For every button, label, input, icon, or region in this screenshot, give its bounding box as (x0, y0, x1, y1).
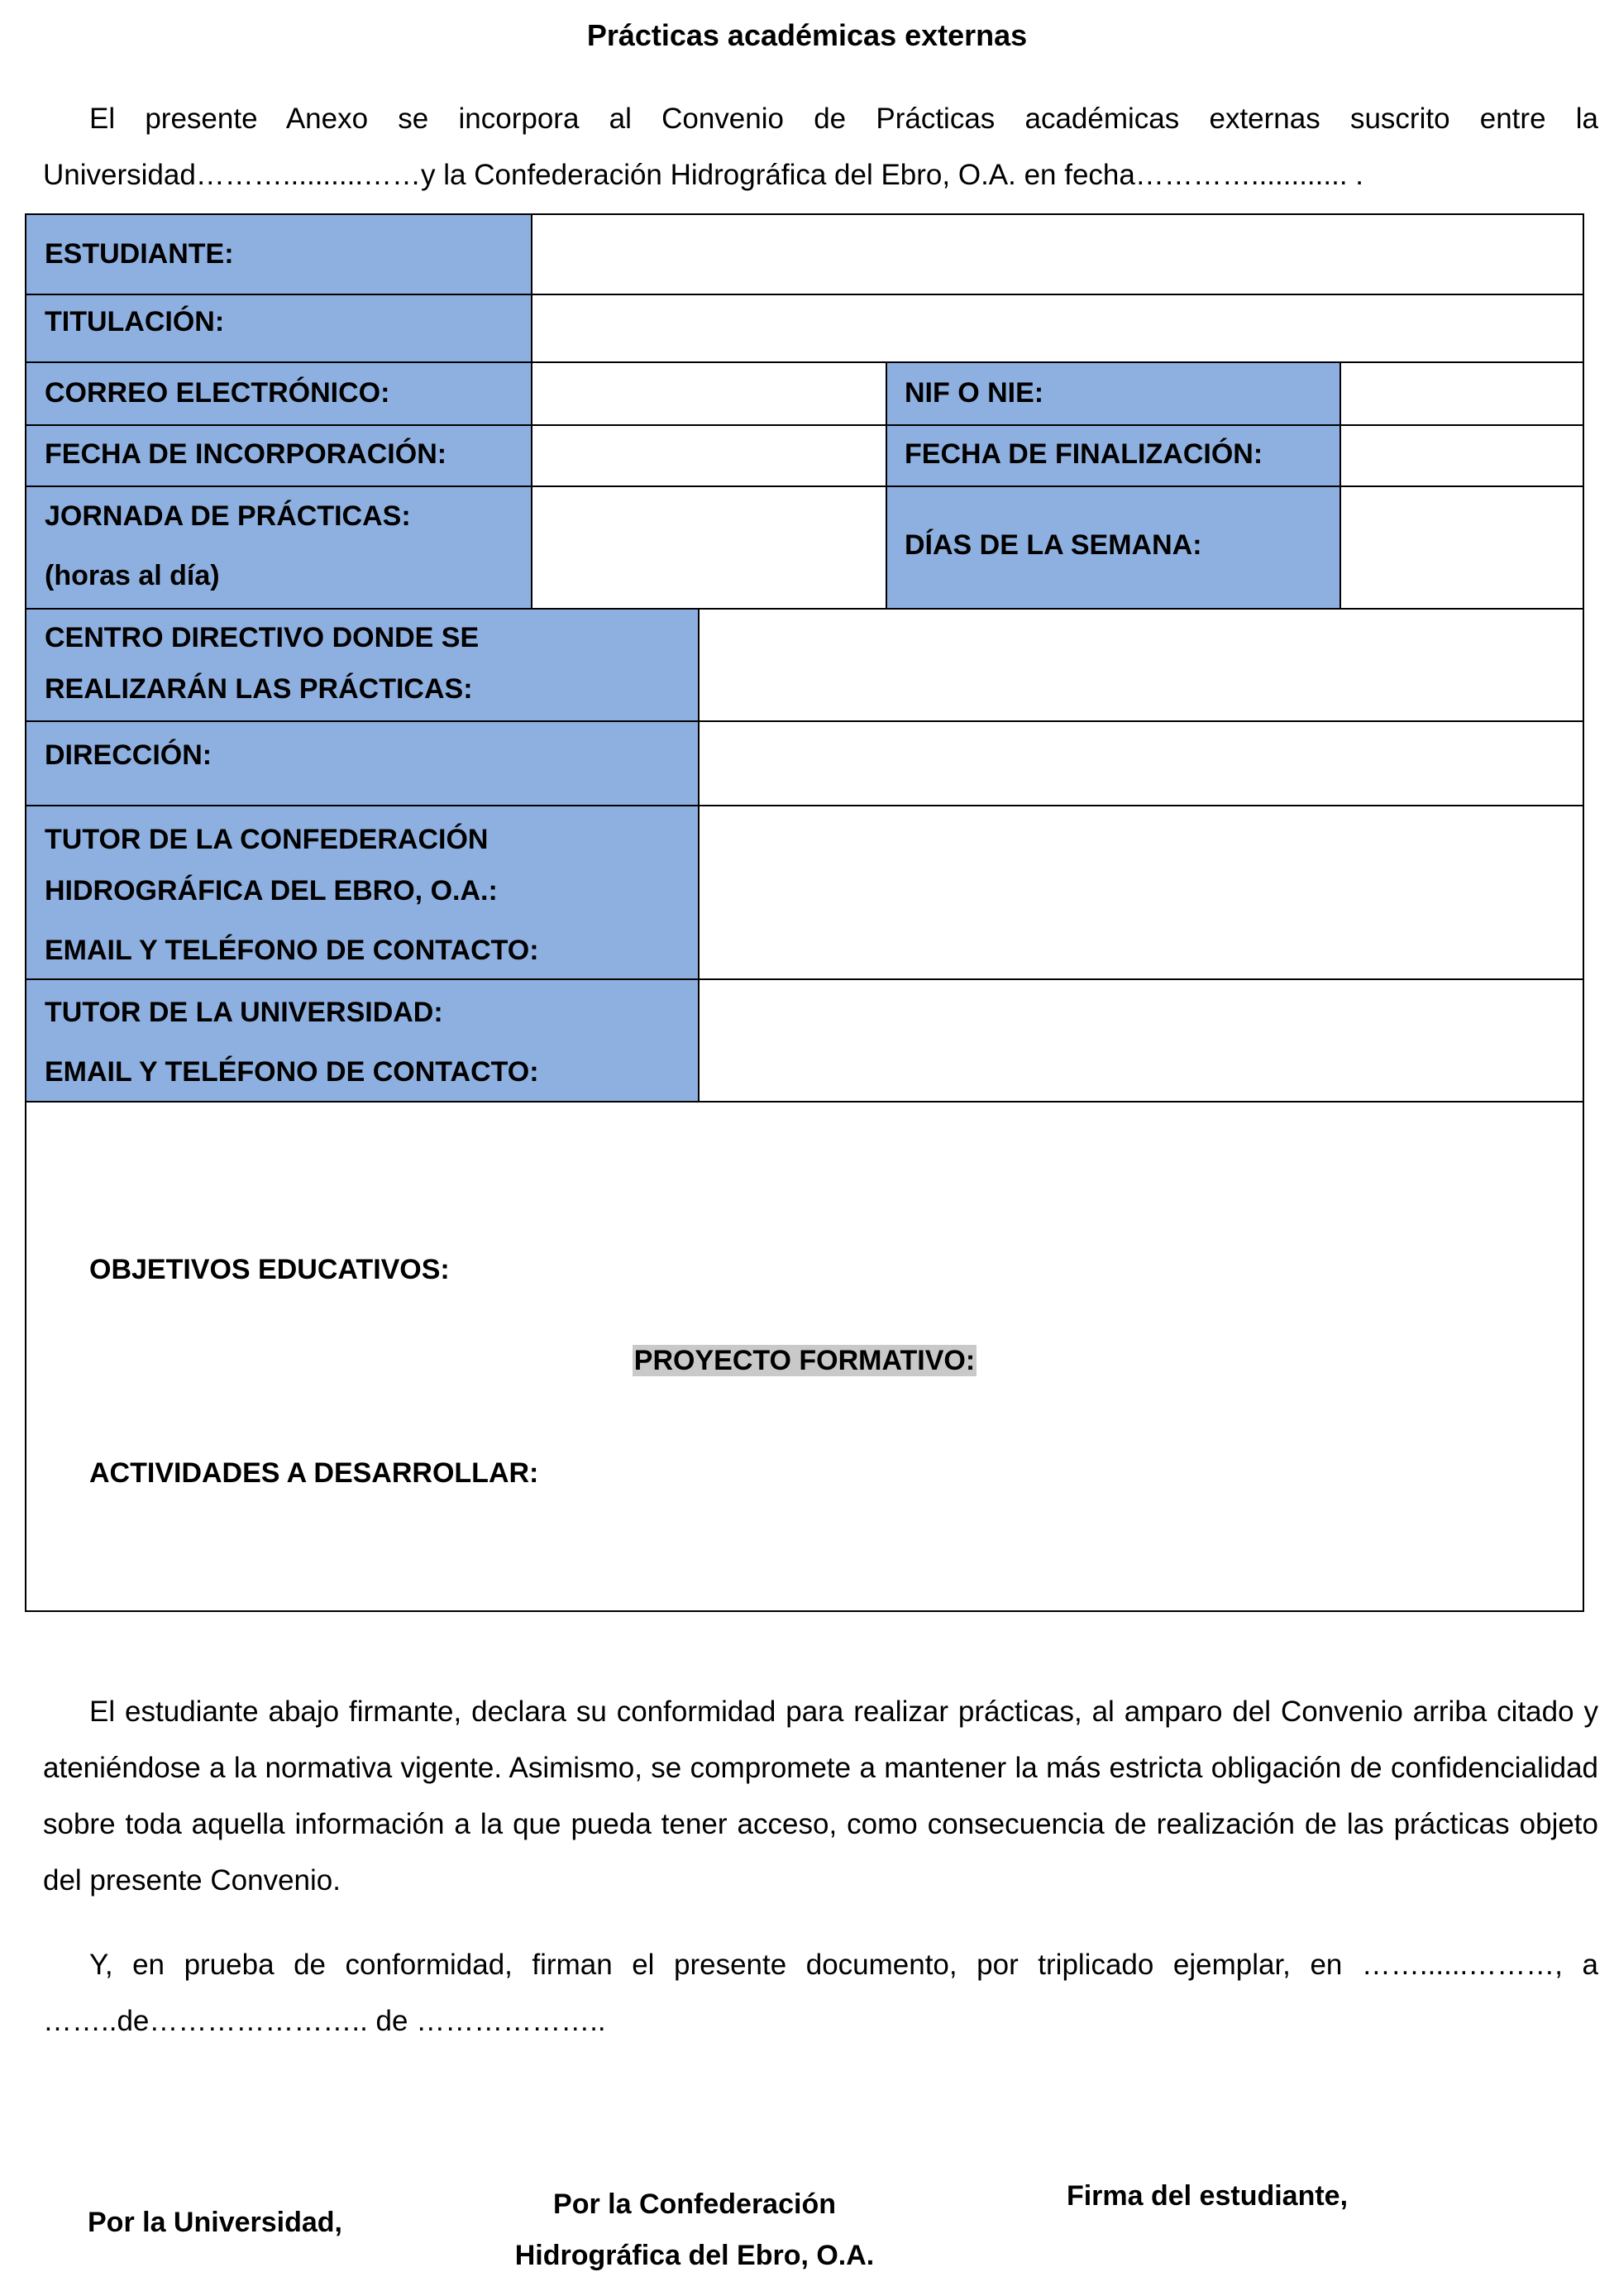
field-tutor-universidad[interactable] (700, 979, 1583, 1102)
label-estudiante: ESTUDIANTE: (26, 215, 531, 294)
col-divider (1339, 362, 1341, 609)
field-fecha-finalizacion[interactable] (1341, 425, 1583, 486)
row-divider (26, 294, 1583, 295)
label-jornada: JORNADA DE PRÁCTICAS: (horas al día) (26, 486, 531, 609)
row-divider (26, 1101, 1583, 1103)
label-tutor-universidad: TUTOR DE LA UNIVERSIDAD: EMAIL Y TELÉFONO DE CONTACTO: (26, 979, 698, 1102)
proof-paragraph (43, 1937, 1598, 2050)
field-tutor-confederacion[interactable] (700, 806, 1583, 979)
row-divider (26, 608, 1583, 610)
signature-confederacion: Por la Confederación Hidrográfica del Ebro, O.A. (514, 2188, 875, 2271)
label-fecha-finalizacion: FECHA DE FINALIZACIÓN: (886, 425, 1339, 486)
field-jornada[interactable] (532, 486, 886, 609)
proyecto-formativo-heading: PROYECTO FORMATIVO: (633, 1345, 976, 1376)
field-estudiante[interactable] (532, 215, 1583, 294)
row-divider (26, 361, 1583, 363)
label-direccion: DIRECCIÓN: (26, 721, 698, 806)
col-divider (698, 609, 700, 1102)
student-form-table (25, 213, 1584, 1612)
field-dias[interactable] (1341, 486, 1583, 609)
field-titulacion[interactable] (532, 294, 1583, 362)
intro-paragraph (43, 91, 1598, 203)
label-jornada-note: (horas al día) (45, 560, 220, 591)
field-correo[interactable] (532, 362, 886, 425)
label-titulacion: TITULACIÓN: (26, 294, 531, 362)
row-divider (26, 720, 1583, 722)
col-divider (886, 362, 887, 609)
declaration-paragraph (43, 1684, 1598, 1909)
proof-text: Y, en prueba de conformidad, firman el presente documento, por triplicado ejemplar, en ……......………, a ……..de………………….. de ……………….. (43, 1949, 1598, 2037)
label-centro-directivo: CENTRO DIRECTIVO DONDE SE REALIZARÁN LAS PRÁCTICAS: (26, 609, 698, 721)
declaration-text: El estudiante abajo firmante, declara su conformidad para realizar prácticas, al amparo del Convenio arriba citado y ateniéndose a la normativa vigente. Asimismo, se compromete a mantener la más estricta obligación de confidencialidad sobre toda aquella información a la que pueda tener acceso, como consecuencia de realización de las prácticas objeto del presente Convenio. (43, 1696, 1598, 1897)
label-fecha-incorporacion: FECHA DE INCORPORACIÓN: (26, 425, 531, 486)
field-direccion[interactable] (700, 721, 1583, 806)
actividades-label: ACTIVIDADES A DESARROLLAR: (89, 1457, 539, 1489)
row-divider (26, 424, 1583, 426)
signature-universidad: Por la Universidad, (88, 2207, 342, 2238)
intro-text: El presente Anexo se incorpora al Convenio de Prácticas académicas externas suscrito entre la Universidad………..........……y la Confederación Hidrográfica del Ebro, O.A. en fecha…………............ . (43, 103, 1598, 191)
field-fecha-incorporacion[interactable] (532, 425, 886, 486)
signature-estudiante: Firma del estudiante, (1066, 2180, 1349, 2212)
label-nif: NIF O NIE: (886, 362, 1339, 425)
row-divider (26, 486, 1583, 487)
row-divider (26, 805, 1583, 806)
field-nif[interactable] (1341, 362, 1583, 425)
document-title: Prácticas académicas externas (586, 18, 1028, 52)
label-dias: DÍAS DE LA SEMANA: (886, 486, 1339, 609)
row-divider (26, 978, 1583, 980)
label-tutor-confederacion: TUTOR DE LA CONFEDERACIÓN HIDROGRÁFICA DEL EBRO, O.A.: EMAIL Y TELÉFONO DE CONTACTO: (26, 806, 698, 979)
label-correo: CORREO ELECTRÓNICO: (26, 362, 531, 425)
objetivos-educativos-label: OBJETIVOS EDUCATIVOS: (89, 1254, 450, 1285)
col-divider (531, 215, 532, 609)
field-centro-directivo[interactable] (700, 609, 1583, 721)
